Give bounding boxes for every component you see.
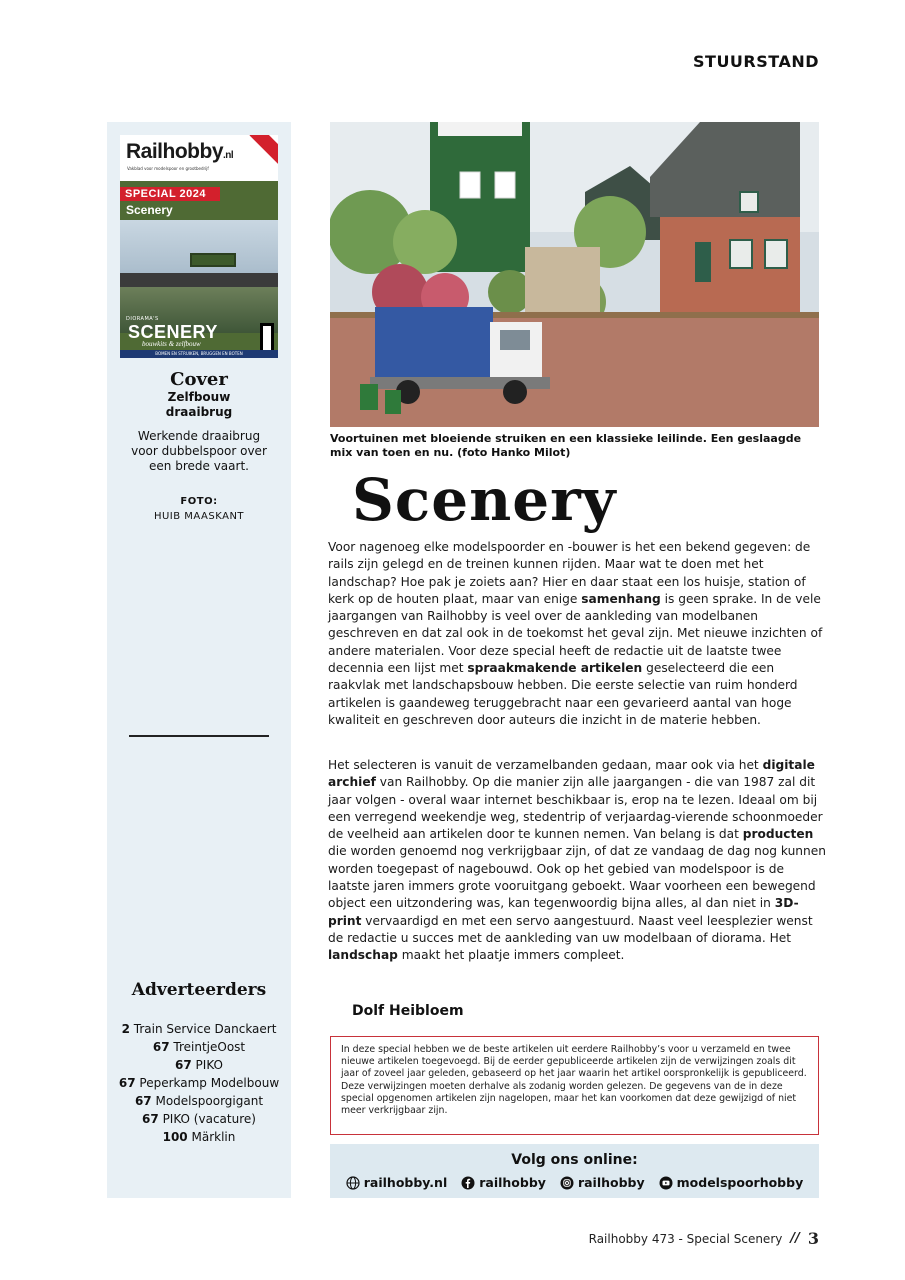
link-youtube[interactable] [659, 1175, 804, 1190]
cover-subtitle-line2: draaibrug [165, 405, 233, 419]
cover-tagline: Vakblad voor modelspoor en grootbedrijf [127, 166, 209, 171]
article-headline: Scenery [352, 466, 617, 534]
advertiser-page: 67 [152, 1040, 170, 1054]
link-instagram[interactable] [560, 1175, 645, 1190]
cover-barcode [260, 323, 274, 353]
sidebar [107, 122, 291, 1198]
article-author: Dolf Heibloem [352, 1003, 464, 1019]
p2-text-3: die worden genoemd nog verkrijgbaar zijn, of dat ze vandaag de dag nog kunnen worden toegepast of nagebouwd. Ook op het gebied van modelspoor is de laatste jaren immers grote vooruitgang geboekt. Waar voorheen een bewegend object een uitzondering was, kan tegenwoordig bijna alles, al dan niet in [328, 844, 826, 911]
advertiser-name: Modelspoorgigant [155, 1094, 264, 1108]
cover-description: Werkende draaibrug voor dubbelspoor over een brede vaart. [131, 429, 267, 473]
cover-subtitle [107, 390, 291, 420]
article-paragraph-1 [328, 539, 826, 729]
p1-text-1: Voor nagenoeg elke modelspoorder en -bouwer is het een bekend gegeven: de rails zijn gelegd en de treinen kunnen rijden. Maar wat te doen met het landschap? Hoe pak je zoiets aan? Hier en daar staat een los huisje, station of kerk op de houten plaat, maar van enige [328, 540, 811, 606]
p2-bold-producten: producten [742, 827, 814, 842]
advertiser-name: Peperkamp Modelbouw [139, 1076, 280, 1090]
advertiser-item[interactable] [107, 1110, 291, 1128]
advertiser-name: Märklin [191, 1130, 236, 1144]
advertiser-page: 67 [118, 1076, 136, 1090]
advertiser-item[interactable] [107, 1020, 291, 1038]
advertiser-page: 67 [134, 1094, 152, 1108]
advertiser-item[interactable] [107, 1128, 291, 1146]
link-facebook-label: railhobby [479, 1175, 546, 1190]
p1-bold-artikelen: spraakmakende artikelen [467, 661, 643, 676]
advertiser-item[interactable] [107, 1092, 291, 1110]
article-paragraph-2 [328, 757, 826, 965]
advertiser-page: 67 [142, 1112, 159, 1126]
cover-train [190, 253, 236, 267]
p2-bold-3dprint: 3D-print [328, 896, 799, 928]
photo-caption: Voortuinen met bloeiende struiken en een klassieke leilinde. Een geslaagde mix van toen en nu. (foto Hanko Milot) [330, 432, 802, 459]
follow-title: Volg ons online: [511, 1152, 638, 1168]
instagram-icon [560, 1176, 574, 1190]
link-website-label: railhobby.nl [363, 1175, 448, 1190]
footer-mark: // [790, 1231, 800, 1246]
cover-strip: BOMEN EN STRUIKEN, BRUGGEN EN BOTEN [120, 350, 278, 358]
link-website[interactable] [346, 1175, 447, 1190]
advertiser-item[interactable] [107, 1038, 291, 1056]
cover-thumbnail[interactable] [120, 135, 278, 358]
cover-logo-suffix: .nl [223, 150, 234, 161]
foto-credit: HUIB MAASKANT [153, 511, 245, 522]
sidebar-divider [129, 735, 269, 737]
p1-text-3: geselecteerd die een raakvlak met landschapsbouw hebben. Die eerste selectie van ruim honderd artikelen is gaandeweg teruggebracht naar een gevarieerd aantal van hoge kwaliteit en geschreven door auteurs die inzicht in de materie hebben. [328, 661, 798, 727]
cover-bridge [120, 273, 278, 287]
facebook-icon [461, 1176, 475, 1190]
p2-text-5: maakt het plaatje immers compleet. [397, 948, 625, 963]
cover-scenery-small: Scenery [126, 203, 173, 217]
advertiser-page: 100 [162, 1130, 188, 1144]
follow-box [330, 1144, 819, 1198]
cover-script: bouwkits & zelfbouw [142, 340, 201, 348]
foto-label: FOTO: [180, 496, 218, 507]
notice-box: In deze special hebben we de beste artikelen uit eerdere Railhobby’s voor u verzameld en twee nieuwe artikelen toegevoegd. Bij de eerder gepubliceerde artikelen zijn de verwijzingen zoals dit jaar of zoveel jaar geleden, gebaseerd op het jaar waarin het artikel oorspronkelijk is gepubliceerd. Deze verwijzingen moeten derhalve als zodanig worden gelezen. De gegevens van de in deze special opgenomen artikelen zijn nagelopen, maar het kan voorkomen dat deze gewijzigd of niet meer verkrijgbaar zijn. [330, 1036, 819, 1135]
advertisers-list [107, 1020, 291, 1146]
main-photo [330, 122, 819, 427]
advertiser-item[interactable] [107, 1074, 291, 1092]
cover-logo-text: Railhobby [126, 140, 224, 163]
section-label: STUURSTAND [693, 52, 819, 71]
p1-text-2: is geen sprake. In de vele jaargangen van Railhobby is veel over de aankleding van modelbanen geschreven en dat zal ook in de toekomst het geval zijn. Met nieuwe inzichten of andere materialen. Voor deze special heeft de redactie uit de laatste twee decennia een lijst met [328, 591, 823, 676]
globe-icon [346, 1176, 360, 1190]
cover-big-title: SCENERY [128, 322, 218, 342]
page-number: 3 [807, 1229, 819, 1248]
footer-text: Railhobby 473 - Special Scenery [588, 1231, 783, 1246]
p2-text-2: van Railhobby. Op die manier zijn alle jaargangen - die van 1987 zal dit jaar volgen - overal waar internet beschikbaar is, erop na te lezen. Ideaal om bij een verregend weekendje weg, stedentrip of verjaardag-vierende schoonmoeder de veelheid aan artikelen door te kunnen nemen. Van belang is dat [328, 775, 823, 842]
page-footer [589, 1229, 819, 1248]
link-facebook[interactable] [461, 1175, 546, 1190]
p2-bold-landschap: landschap [328, 948, 398, 963]
p2-text-4: vervaardigd en met een servo aangestuurd. Naast veel leesplezier wenst de redactie u succes met de aankleding van uw modelbaan of diorama. Het [328, 913, 813, 945]
advertiser-name: PIKO (vacature) [162, 1112, 256, 1126]
advertisers-heading: Adverteerders [131, 980, 267, 1000]
link-instagram-label: railhobby [577, 1175, 645, 1190]
youtube-icon [659, 1176, 673, 1190]
advertiser-name: TreintjeOost [173, 1040, 246, 1054]
cover-subline: DIORAMA'S [126, 316, 159, 322]
diorama-illustration [330, 122, 819, 427]
cover-logo [126, 140, 233, 164]
cover-title: Cover [170, 369, 228, 390]
advertiser-page: 2 [121, 1022, 130, 1036]
advertiser-page: 67 [175, 1058, 192, 1072]
advertiser-name: Train Service Danckaert [133, 1022, 277, 1036]
p2-bold-archief: digitale archief [328, 758, 815, 790]
cover-subtitle-line1: Zelfbouw [167, 390, 231, 404]
cover-special-banner: SPECIAL 2024 [120, 187, 220, 201]
p2-text-1: Het selecteren is vanuit de verzamelbanden gedaan, maar ook via het [328, 758, 763, 772]
advertiser-item[interactable] [107, 1056, 291, 1074]
follow-links [330, 1175, 819, 1190]
p1-bold-samenhang: samenhang [581, 591, 661, 606]
link-youtube-label: modelspoorhobby [676, 1175, 804, 1190]
advertiser-name: PIKO [195, 1058, 223, 1072]
